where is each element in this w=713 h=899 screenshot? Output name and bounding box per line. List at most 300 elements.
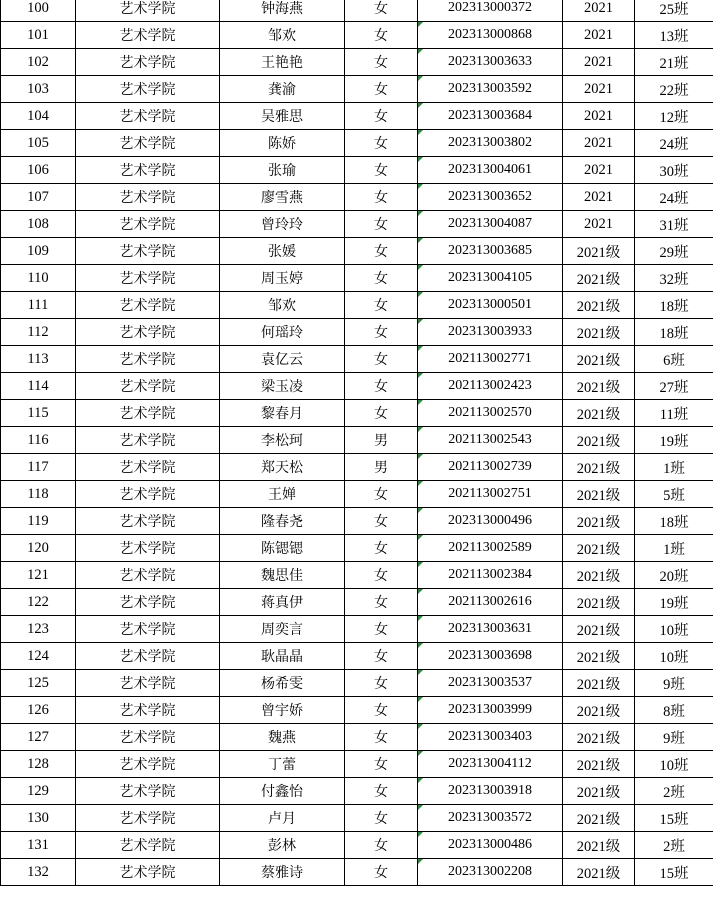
gender-cell-text: 女	[374, 298, 388, 314]
row-number	[1, 859, 76, 886]
gender-cell-text: 女	[374, 595, 388, 611]
name-cell-text: 廖雪燕	[261, 190, 303, 206]
text-format-marker-icon	[418, 832, 423, 837]
grade-cell-text: 2021	[584, 161, 613, 178]
row-number-text: 109	[27, 242, 49, 259]
class-cell	[635, 805, 713, 832]
table-row	[1, 130, 713, 157]
college-cell-text: 艺术学院	[119, 703, 176, 719]
grade-cell-text: 2021级	[576, 460, 621, 477]
student-id-cell-text: 202313003403	[448, 729, 532, 744]
student-id-cell-text: 202113002751	[448, 486, 532, 501]
student-id-cell-text: 202313000496	[448, 513, 532, 528]
gender-cell-text: 女	[374, 622, 388, 638]
name-cell	[220, 292, 345, 319]
row-number-text: 132	[27, 863, 49, 880]
class-cell	[635, 697, 713, 724]
gender-cell	[345, 589, 418, 616]
grade-cell	[563, 562, 635, 589]
college-cell-text: 艺术学院	[119, 595, 176, 611]
college-cell	[76, 292, 220, 319]
grade-cell	[563, 859, 635, 886]
table-row	[1, 427, 713, 454]
name-cell	[220, 832, 345, 859]
college-cell-text: 艺术学院	[119, 406, 176, 422]
college-cell	[76, 859, 220, 886]
student-id-cell	[418, 184, 563, 211]
college-cell-text: 艺术学院	[119, 487, 176, 503]
student-id-cell-text: 202313003572	[448, 810, 532, 825]
student-id-cell-text: 202313003933	[448, 324, 532, 339]
table-row	[1, 643, 713, 670]
grade-cell-text: 2021	[584, 215, 613, 232]
grade-cell	[563, 400, 635, 427]
student-id-cell	[418, 670, 563, 697]
row-number	[1, 751, 76, 778]
class-cell	[635, 76, 713, 103]
name-cell-text: 付鑫怡	[261, 784, 303, 800]
name-cell	[220, 211, 345, 238]
gender-cell-text: 女	[374, 325, 388, 341]
college-cell-text: 艺术学院	[119, 217, 176, 233]
table-row	[1, 373, 713, 400]
college-cell-text: 艺术学院	[119, 757, 176, 773]
row-number	[1, 805, 76, 832]
grade-cell-text: 2021级	[576, 622, 621, 639]
name-cell-text: 邹欢	[268, 28, 296, 44]
student-id-cell-text: 202313004061	[448, 162, 532, 177]
grade-cell-text: 2021级	[576, 244, 621, 261]
college-cell-text: 艺术学院	[119, 541, 176, 557]
grade-cell-text: 2021级	[576, 838, 621, 855]
table-row	[1, 157, 713, 184]
grade-cell-text: 2021级	[576, 541, 621, 558]
name-cell-text: 邹欢	[268, 298, 296, 314]
row-number-text: 127	[27, 728, 49, 745]
college-cell	[76, 670, 220, 697]
college-cell	[76, 778, 220, 805]
name-cell-text: 曾玲玲	[261, 217, 303, 233]
student-id-cell	[418, 130, 563, 157]
row-number-text: 129	[27, 782, 49, 799]
student-id-cell	[418, 697, 563, 724]
row-number	[1, 562, 76, 589]
name-cell-text: 何瑶玲	[261, 325, 303, 341]
row-number-text: 124	[27, 647, 49, 664]
class-cell	[635, 49, 713, 76]
name-cell-text: 袁亿云	[261, 352, 303, 368]
gender-cell-text: 女	[374, 163, 388, 179]
gender-cell-text: 女	[374, 649, 388, 665]
class-cell-text: 21班	[659, 55, 689, 72]
gender-cell	[345, 751, 418, 778]
student-id-cell	[418, 49, 563, 76]
college-cell	[76, 535, 220, 562]
class-cell-text: 15班	[659, 865, 689, 882]
gender-cell-text: 女	[374, 136, 388, 152]
text-format-marker-icon	[418, 427, 423, 432]
college-cell	[76, 319, 220, 346]
name-cell	[220, 805, 345, 832]
text-format-marker-icon	[418, 616, 423, 621]
student-id-cell-text: 202313003631	[448, 621, 532, 636]
row-number-text: 130	[27, 809, 49, 826]
gender-cell-text: 女	[374, 217, 388, 233]
grade-cell-text: 2021级	[576, 649, 621, 666]
college-cell-text: 艺术学院	[119, 352, 176, 368]
student-id-cell	[418, 76, 563, 103]
text-format-marker-icon	[418, 481, 423, 486]
name-cell-text: 郑天松	[261, 460, 303, 476]
grade-cell-text: 2021级	[576, 271, 621, 288]
class-cell-text: 8班	[663, 703, 685, 720]
student-id-cell	[418, 238, 563, 265]
student-id-cell-text: 202313004105	[448, 270, 532, 285]
student-id-cell	[418, 400, 563, 427]
row-number-text: 111	[27, 296, 49, 313]
name-cell	[220, 103, 345, 130]
row-number-text: 113	[27, 350, 49, 367]
table-row	[1, 697, 713, 724]
gender-cell-text: 女	[374, 487, 388, 503]
gender-cell	[345, 319, 418, 346]
name-cell-text: 杨希雯	[261, 676, 303, 692]
class-cell-text: 9班	[663, 730, 685, 747]
college-cell	[76, 481, 220, 508]
name-cell-text: 梁玉凌	[261, 379, 303, 395]
row-number	[1, 670, 76, 697]
gender-cell	[345, 562, 418, 589]
grade-cell-text: 2021级	[576, 325, 621, 342]
student-id-cell-text: 202313003633	[448, 54, 532, 69]
grade-cell-text: 2021级	[576, 676, 621, 693]
gender-cell-text: 女	[374, 352, 388, 368]
gender-cell	[345, 616, 418, 643]
name-cell-text: 丁蕾	[268, 757, 296, 773]
student-id-cell-text: 202313000868	[448, 27, 532, 42]
class-cell	[635, 346, 713, 373]
student-id-cell	[418, 751, 563, 778]
student-id-cell-text: 202313003652	[448, 189, 532, 204]
table-row	[1, 508, 713, 535]
row-number-text: 118	[27, 485, 49, 502]
class-cell	[635, 427, 713, 454]
college-cell	[76, 103, 220, 130]
name-cell-text: 卢月	[268, 811, 296, 827]
name-cell	[220, 643, 345, 670]
gender-cell	[345, 697, 418, 724]
gender-cell-text: 女	[374, 811, 388, 827]
gender-cell	[345, 724, 418, 751]
class-cell	[635, 238, 713, 265]
text-format-marker-icon	[418, 697, 423, 702]
college-cell	[76, 76, 220, 103]
name-cell	[220, 697, 345, 724]
college-cell	[76, 616, 220, 643]
gender-cell	[345, 805, 418, 832]
grade-cell	[563, 805, 635, 832]
gender-cell-text: 女	[374, 109, 388, 125]
text-format-marker-icon	[418, 346, 423, 351]
gender-cell	[345, 400, 418, 427]
text-format-marker-icon	[418, 157, 423, 162]
gender-cell	[345, 373, 418, 400]
table-row	[1, 778, 713, 805]
student-id-cell	[418, 805, 563, 832]
table-row	[1, 319, 713, 346]
class-cell	[635, 130, 713, 157]
college-cell-text: 艺术学院	[119, 811, 176, 827]
text-format-marker-icon	[418, 130, 423, 135]
gender-cell-text: 男	[374, 460, 388, 476]
college-cell	[76, 589, 220, 616]
gender-cell	[345, 454, 418, 481]
row-number-text: 101	[27, 26, 49, 43]
name-cell-text: 彭林	[268, 838, 296, 854]
grade-cell	[563, 724, 635, 751]
grade-cell	[563, 103, 635, 130]
class-cell	[635, 400, 713, 427]
grade-cell-text: 2021级	[576, 433, 621, 450]
name-cell-text: 魏燕	[268, 730, 296, 746]
student-id-cell	[418, 724, 563, 751]
college-cell-text: 艺术学院	[119, 865, 176, 881]
student-id-cell	[418, 481, 563, 508]
gender-cell	[345, 0, 418, 22]
grade-cell	[563, 508, 635, 535]
college-cell-text: 艺术学院	[119, 514, 176, 530]
grade-cell-text: 2021级	[576, 595, 621, 612]
table-row	[1, 211, 713, 238]
class-cell-text: 24班	[659, 190, 689, 207]
name-cell	[220, 76, 345, 103]
class-cell-text: 20班	[659, 568, 689, 585]
college-cell-text: 艺术学院	[119, 136, 176, 152]
student-id-cell-text: 202313003999	[448, 702, 532, 717]
gender-cell	[345, 508, 418, 535]
text-format-marker-icon	[418, 400, 423, 405]
grade-cell	[563, 238, 635, 265]
row-number	[1, 238, 76, 265]
student-id-cell	[418, 0, 563, 22]
gender-cell	[345, 859, 418, 886]
gender-cell	[345, 22, 418, 49]
class-cell	[635, 481, 713, 508]
college-cell-text: 艺术学院	[119, 271, 176, 287]
gender-cell-text: 男	[374, 433, 388, 449]
row-number	[1, 535, 76, 562]
class-cell-text: 18班	[659, 514, 689, 531]
name-cell	[220, 724, 345, 751]
college-cell	[76, 751, 220, 778]
college-cell	[76, 265, 220, 292]
class-cell-text: 12班	[659, 109, 689, 126]
grade-cell-text: 2021	[584, 26, 613, 43]
class-cell-text: 30班	[659, 163, 689, 180]
college-cell	[76, 454, 220, 481]
table-row	[1, 103, 713, 130]
text-format-marker-icon	[418, 319, 423, 324]
name-cell-text: 王婵	[268, 487, 296, 503]
row-number	[1, 157, 76, 184]
student-id-cell-text: 202113002739	[448, 459, 532, 474]
student-id-cell	[418, 22, 563, 49]
name-cell	[220, 319, 345, 346]
table-row	[1, 49, 713, 76]
student-id-cell	[418, 859, 563, 886]
row-number-text: 116	[27, 431, 49, 448]
gender-cell	[345, 670, 418, 697]
class-cell-text: 19班	[659, 433, 689, 450]
grade-cell	[563, 373, 635, 400]
gender-cell-text: 女	[374, 28, 388, 44]
college-cell-text: 艺术学院	[119, 379, 176, 395]
student-id-cell	[418, 643, 563, 670]
student-id-cell-text: 202313004112	[448, 756, 532, 771]
class-cell	[635, 832, 713, 859]
grade-cell	[563, 0, 635, 22]
table-row	[1, 562, 713, 589]
student-id-cell-text: 202113002771	[448, 351, 532, 366]
table-row	[1, 589, 713, 616]
gender-cell	[345, 103, 418, 130]
college-cell	[76, 22, 220, 49]
student-id-cell-text: 202313002208	[448, 864, 532, 879]
text-format-marker-icon	[418, 589, 423, 594]
text-format-marker-icon	[418, 562, 423, 567]
class-cell	[635, 157, 713, 184]
grade-cell-text: 2021	[584, 80, 613, 97]
college-cell	[76, 211, 220, 238]
text-format-marker-icon	[418, 22, 423, 27]
table-row	[1, 616, 713, 643]
row-number	[1, 319, 76, 346]
student-id-cell	[418, 319, 563, 346]
student-id-cell	[418, 508, 563, 535]
gender-cell-text: 女	[374, 1, 388, 17]
gender-cell-text: 女	[374, 541, 388, 557]
student-id-cell	[418, 616, 563, 643]
name-cell	[220, 22, 345, 49]
table-row	[1, 481, 713, 508]
gender-cell	[345, 211, 418, 238]
text-format-marker-icon	[418, 103, 423, 108]
name-cell	[220, 535, 345, 562]
table-row	[1, 265, 713, 292]
gender-cell	[345, 238, 418, 265]
name-cell	[220, 859, 345, 886]
grade-cell	[563, 346, 635, 373]
class-cell-text: 2班	[663, 838, 685, 855]
name-cell-text: 王艳艳	[261, 55, 303, 71]
name-cell	[220, 265, 345, 292]
grade-cell	[563, 751, 635, 778]
grade-cell	[563, 697, 635, 724]
class-cell-text: 29班	[659, 244, 689, 261]
row-number	[1, 400, 76, 427]
row-number-text: 100	[27, 0, 49, 16]
name-cell-text: 张媛	[268, 244, 296, 260]
name-cell-text: 魏思佳	[261, 568, 303, 584]
class-cell-text: 11班	[659, 406, 689, 423]
grade-cell	[563, 481, 635, 508]
gender-cell	[345, 130, 418, 157]
college-cell-text: 艺术学院	[119, 730, 176, 746]
college-cell	[76, 0, 220, 22]
college-cell-text: 艺术学院	[119, 433, 176, 449]
class-cell-text: 18班	[659, 325, 689, 342]
student-id-cell	[418, 562, 563, 589]
student-id-cell-text: 202113002543	[448, 432, 532, 447]
gender-cell-text: 女	[374, 730, 388, 746]
student-id-cell	[418, 292, 563, 319]
class-cell-text: 1班	[663, 460, 685, 477]
student-id-cell-text: 202113002616	[448, 594, 532, 609]
college-cell-text: 艺术学院	[119, 1, 176, 17]
college-cell	[76, 643, 220, 670]
class-cell	[635, 670, 713, 697]
row-number-text: 131	[27, 836, 49, 853]
grade-cell	[563, 589, 635, 616]
class-cell-text: 5班	[663, 487, 685, 504]
name-cell	[220, 778, 345, 805]
name-cell	[220, 130, 345, 157]
name-cell	[220, 184, 345, 211]
grade-cell-text: 2021	[584, 0, 613, 16]
row-number-text: 119	[27, 512, 49, 529]
class-cell	[635, 508, 713, 535]
student-id-cell-text: 202313003918	[448, 783, 532, 798]
table-row	[1, 670, 713, 697]
grade-cell-text: 2021级	[576, 487, 621, 504]
grade-cell-text: 2021级	[576, 703, 621, 720]
text-format-marker-icon	[418, 184, 423, 189]
class-cell	[635, 535, 713, 562]
college-cell	[76, 508, 220, 535]
text-format-marker-icon	[418, 211, 423, 216]
name-cell-text: 曾宇娇	[261, 703, 303, 719]
grade-cell-text: 2021级	[576, 514, 621, 531]
gender-cell	[345, 184, 418, 211]
class-cell-text: 18班	[659, 298, 689, 315]
student-id-cell-text: 202313000372	[448, 0, 532, 15]
student-id-cell-text: 202313003698	[448, 648, 532, 663]
row-number-text: 122	[27, 593, 49, 610]
row-number	[1, 76, 76, 103]
student-id-cell-text: 202113002423	[448, 378, 532, 393]
student-id-cell-text: 202313003802	[448, 135, 532, 150]
college-cell-text: 艺术学院	[119, 163, 176, 179]
class-cell-text: 31班	[659, 217, 689, 234]
name-cell	[220, 616, 345, 643]
grade-cell	[563, 22, 635, 49]
student-id-cell-text: 202113002570	[448, 405, 532, 420]
name-cell	[220, 346, 345, 373]
name-cell-text: 李松珂	[261, 433, 303, 449]
college-cell-text: 艺术学院	[119, 244, 176, 260]
table-row	[1, 400, 713, 427]
table-row	[1, 832, 713, 859]
college-cell-text: 艺术学院	[119, 838, 176, 854]
college-cell	[76, 697, 220, 724]
grade-cell-text: 2021级	[576, 757, 621, 774]
gender-cell-text: 女	[374, 838, 388, 854]
gender-cell	[345, 292, 418, 319]
college-cell	[76, 238, 220, 265]
college-cell	[76, 562, 220, 589]
name-cell	[220, 562, 345, 589]
row-number-text: 120	[27, 539, 49, 556]
